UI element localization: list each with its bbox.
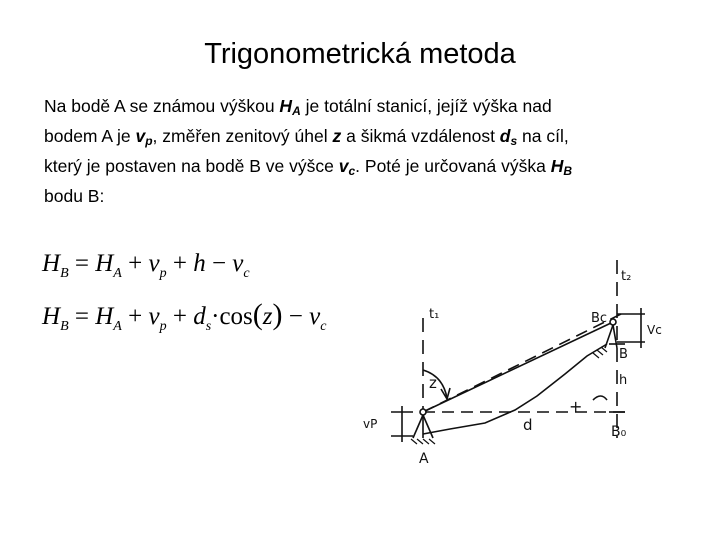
symbol-vc: v xyxy=(338,156,349,176)
formula-symbol: H xyxy=(95,250,114,277)
description-paragraph xyxy=(44,94,684,209)
label-vp: vP xyxy=(363,417,378,431)
symbol-ds: d xyxy=(499,126,511,146)
subscript: c xyxy=(348,164,356,178)
label-a: A xyxy=(419,451,429,467)
formula-height-difference xyxy=(42,250,250,282)
page-title: Trigonometrická metoda xyxy=(204,38,516,70)
target-point xyxy=(610,319,616,325)
formula-subscript: p xyxy=(159,319,167,334)
symbol-z: z xyxy=(332,126,342,146)
label-z: z xyxy=(429,374,437,392)
formula-symbol: H xyxy=(42,250,61,277)
formula-subscript: s xyxy=(205,319,212,334)
symbol-hb: H xyxy=(550,156,564,176)
formula-operator: + xyxy=(166,250,194,277)
formula-subscript: p xyxy=(159,266,167,281)
formula-symbol: v xyxy=(148,303,160,330)
label-vc: Vc xyxy=(647,323,662,337)
formula-symbol: v xyxy=(309,303,321,330)
paragraph-line-2 xyxy=(44,124,684,154)
terrain-profile xyxy=(423,344,607,434)
text-segment: Na bodě A se známou výškou xyxy=(44,96,280,116)
subscript: s xyxy=(510,134,518,148)
label-t2: t₂ xyxy=(621,269,632,284)
text-segment: který je postaven na bodě B ve výšce xyxy=(44,156,339,176)
formula-symbol: v xyxy=(232,250,244,277)
formula-subscript: c xyxy=(243,266,250,281)
formula-symbol: H xyxy=(42,303,61,330)
label-t1: t₁ xyxy=(429,307,440,322)
text-segment: , změřen zenitový úhel xyxy=(152,126,333,146)
formula-subscript: A xyxy=(113,266,122,281)
tripod-leg xyxy=(413,415,423,438)
small-arc xyxy=(593,396,607,400)
formula-operator: + xyxy=(121,250,149,277)
formula-operator: = xyxy=(68,303,96,330)
label-plus: + xyxy=(569,397,583,416)
formula-symbol: H xyxy=(95,303,114,330)
formula-subscript: c xyxy=(320,319,327,334)
formula-symbol: v xyxy=(148,250,160,277)
formula-trigonometric xyxy=(42,298,326,335)
formula-paren: ( xyxy=(252,298,263,331)
ground-hatching-a xyxy=(411,439,435,444)
tripod-leg xyxy=(423,415,433,438)
formula-operator: = xyxy=(68,250,96,277)
text-segment: je totální stanicí, jejíž výška nad xyxy=(300,96,552,116)
formula-symbol: d xyxy=(193,303,206,330)
text-segment: a šikmá vzdálenost xyxy=(341,126,500,146)
formula-operator: − xyxy=(205,250,233,277)
formula-paren: ) xyxy=(272,298,283,331)
label-b0: B₀ xyxy=(611,424,627,440)
text-segment: bodem A je xyxy=(44,126,136,146)
paragraph-line-1 xyxy=(44,94,684,124)
subscript: p xyxy=(145,134,153,148)
slope-line xyxy=(423,323,611,412)
subscript: A xyxy=(292,104,301,118)
paragraph-line-4: bodu B: xyxy=(44,186,105,206)
text-segment: na cíl, xyxy=(517,126,569,146)
paragraph-line-3 xyxy=(44,154,684,184)
symbol-ha: H xyxy=(279,96,293,116)
formula-subscript: A xyxy=(113,319,122,334)
label-b: B xyxy=(619,347,628,362)
label-h: h xyxy=(619,373,628,388)
formula-operator: − xyxy=(282,303,310,330)
formula-operator: + xyxy=(166,303,194,330)
symbol-vp: v xyxy=(135,126,146,146)
label-bc: Bc xyxy=(591,311,608,326)
formula-symbol: z xyxy=(262,303,273,330)
subscript: B xyxy=(563,164,573,178)
instrument-point xyxy=(420,409,426,415)
formula-symbol: h xyxy=(193,250,206,277)
formula-subscript: B xyxy=(60,266,69,281)
formula-operator: + xyxy=(121,303,149,330)
text-segment: . Poté je určovaná výška xyxy=(355,156,551,176)
formula-function: ·cos xyxy=(211,303,253,330)
formula-subscript: B xyxy=(60,319,69,334)
label-d: d xyxy=(523,416,533,434)
trigonometric-leveling-diagram xyxy=(355,258,675,473)
